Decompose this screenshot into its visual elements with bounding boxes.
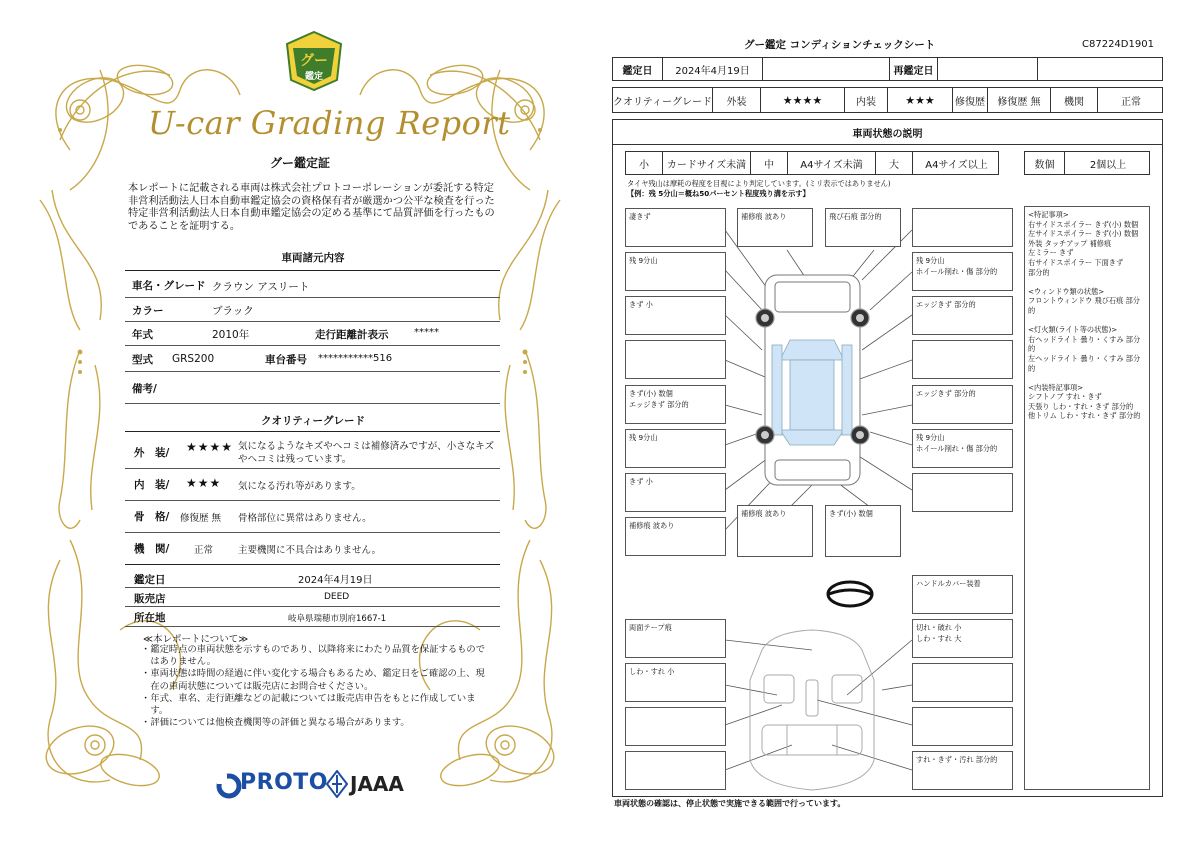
note-bottom-1: 補修痕 波あり <box>737 505 813 557</box>
notice-item <box>141 693 487 717</box>
divider <box>125 321 500 322</box>
note-handle: ハンドルカバー装着 <box>912 575 1013 614</box>
year-label: 年式 <box>132 329 153 341</box>
note-right-4 <box>912 340 1013 379</box>
model-value: GRS200 <box>172 353 215 365</box>
notice-item <box>141 644 487 668</box>
note-left-8: 補修痕 波あり <box>625 517 726 556</box>
sheet-repair-label: 修復歴 <box>953 88 988 112</box>
size-large-desc: A4サイズ以上 <box>925 159 988 171</box>
windshield-shape <box>780 340 844 360</box>
sheet-code: C87224D1901 <box>1082 39 1154 50</box>
dealer-label: 販売店 <box>134 593 166 605</box>
special-spacer <box>1028 277 1146 287</box>
interior-label: 内 装/ <box>134 479 170 491</box>
year-value: 2010年 <box>212 329 250 341</box>
note-left-5-line-2: エッジきず 部分的 <box>629 400 689 409</box>
rear-window-shape <box>780 430 844 445</box>
specs-heading: 車両諸元内容 <box>281 252 345 264</box>
divider <box>125 297 500 298</box>
frame-label: 骨 格/ <box>134 511 170 523</box>
state-heading: 車両状態の説明 <box>613 120 1162 145</box>
size-small-label: 小 <box>626 152 663 174</box>
special-line: シフトノブ すれ・きず <box>1028 392 1102 402</box>
notice-list <box>141 644 487 729</box>
chassis-label: 車台番号 <box>265 354 307 366</box>
note-right-7 <box>912 473 1013 512</box>
special-line: <内装特記事項> <box>1028 382 1084 392</box>
special-line: 左ミラー きず <box>1028 248 1074 258</box>
divider <box>125 587 500 588</box>
sheet-quality-label: クオリティーグレード <box>613 88 713 112</box>
special-spacer <box>1028 316 1146 326</box>
note-interior-right-4: すれ・きず・汚れ 部分的 <box>912 751 1013 790</box>
note-top-1: 補修痕 波あり <box>737 208 813 247</box>
special-line: フロントウィンドウ 飛び石痕 部分的 <box>1028 296 1140 315</box>
frame-text: 骨格部位に異常はありません。 <box>238 513 372 524</box>
date-label: 鑑定日 <box>134 574 166 586</box>
notice-text: 年式、車名、走行距離などの記載については販売店申告をもとに作成しています。 <box>150 692 476 717</box>
interior-stars: ★★★ <box>186 476 222 490</box>
special-line: 部分的 <box>1028 267 1050 277</box>
tire-note-1: タイヤ残山は摩耗の程度を目視により判定しています。(ミリ表示ではありません) <box>627 179 891 188</box>
size-legend <box>625 151 999 175</box>
note-interior-left-3 <box>625 707 726 746</box>
divider <box>125 532 500 533</box>
divider <box>125 403 500 404</box>
chassis-value: ***********516 <box>318 353 393 364</box>
roof-glass-shape <box>790 360 834 430</box>
right-side-glass <box>842 345 852 435</box>
left-side-glass <box>772 345 782 435</box>
count-value: 2個以上 <box>1089 159 1127 171</box>
notice-text: 評価については他検査機関等の評価と異なる場合があります。 <box>150 717 410 729</box>
note-right-6 <box>912 429 1013 468</box>
count-label: 数個 <box>1025 152 1065 174</box>
special-spacer <box>1028 373 1146 383</box>
note-left-5 <box>625 385 726 424</box>
note-right-2 <box>912 252 1013 291</box>
sheet-repair-value: 修復歴 無 <box>988 88 1051 112</box>
sheet-engine-value: 正常 <box>1121 96 1141 108</box>
bullet: ・ <box>141 692 151 704</box>
size-medium-label: 中 <box>751 152 788 174</box>
note-interior-right-1 <box>912 619 1013 658</box>
exterior-text: 気になるようなキズやヘコミは補修済みですが、小さなキズやヘコミは残っています。 <box>238 441 495 465</box>
sheet-exterior-stars: ★★★★ <box>761 88 845 112</box>
sheet-footer: 車両状態の確認は、停止状態で実施できる範囲で行っています。 <box>614 799 846 808</box>
proto-logo-icon <box>215 772 243 800</box>
note-bottom-2: きず(小) 数個 <box>825 505 901 557</box>
frame-value: 修復歴 無 <box>180 513 222 524</box>
date-row <box>612 57 1163 81</box>
sheet-interior-label: 内装 <box>845 88 888 112</box>
engine-text: 主要機関に不具合はありません。 <box>238 545 382 556</box>
note-left-5-line-1: きず(小) 数個 <box>629 389 673 398</box>
location-value: 岐阜県瑞穂市別府1667-1 <box>288 614 387 624</box>
special-line: <灯火類(ライト等の状態)> <box>1028 325 1118 335</box>
jaaa-logo-icon <box>326 770 348 798</box>
sheet-interior-stars: ★★★ <box>888 88 953 112</box>
dealer-value: DEED <box>324 592 350 602</box>
note-left-6: 残 9分山 <box>625 429 726 468</box>
logo-goo-text: グー <box>300 53 328 69</box>
special-line: <ウィンドウ類の状態> <box>1028 286 1105 296</box>
exterior-stars: ★★★★ <box>186 440 234 454</box>
note-right-2-line-1: 残 9分山 <box>916 256 945 265</box>
divider <box>125 626 500 627</box>
certificate-heading: グー鑑定証 <box>269 156 330 170</box>
sheet-exterior-label: 外装 <box>713 88 761 112</box>
note-interior-right-3 <box>912 707 1013 746</box>
logo-kantei-text: 鑑定 <box>304 72 324 82</box>
note-right-1 <box>912 208 1013 247</box>
exterior-label: 外 装/ <box>134 447 170 459</box>
size-large-label: 大 <box>876 152 913 174</box>
note-interior-left-4 <box>625 751 726 790</box>
note-left-7: きず 小 <box>625 473 726 512</box>
special-line: 右サイドスポイラー 下面きず <box>1028 257 1124 267</box>
jaaa-logo-text: JAAA <box>350 772 404 796</box>
interior-text: 気になる汚れ等があります。 <box>238 481 361 492</box>
notice-heading: ≪本レポートについて≫ <box>143 634 249 645</box>
notice-item <box>141 717 487 729</box>
bullet: ・ <box>141 668 151 680</box>
note-left-1: 凄きず <box>625 208 726 247</box>
special-line: <特記事項> <box>1028 210 1069 219</box>
location-label: 所在地 <box>134 612 166 624</box>
note-right-3: エッジきず 部分的 <box>912 296 1013 335</box>
name-value: クラウン アスリート <box>212 281 310 293</box>
sheet-redate-value <box>938 58 1038 80</box>
sheet-date-value: 2024年4月19日 <box>663 58 763 80</box>
color-value: ブラック <box>212 305 254 317</box>
divider <box>125 270 500 271</box>
mileage-label: 走行距離計表示 <box>315 329 389 341</box>
certificate-intro: 本レポートに記載される車両は株式会社プロトコーポレーションが委託する特定非営利活動法人日本自動車鑑定協会の資格保有者が厳選かつ公平な検査を行った特定非営利活動法人日本自動車鑑定協会の定める基準にて品質評価を行ったものであることを証明する。 <box>128 183 495 232</box>
note-interior-left-2: しわ・すれ 小 <box>625 663 726 702</box>
note-interior-right-1-line-1: 切れ・破れ 小 <box>916 623 962 632</box>
sheet-date-label: 鑑定日 <box>613 58 663 80</box>
date-value: 2024年4月19日 <box>298 575 373 586</box>
name-label: 車名・グレード <box>132 280 206 292</box>
note-right-2-line-2: ホイール削れ・傷 部分的 <box>916 267 998 276</box>
divider <box>125 431 500 432</box>
divider <box>125 606 500 607</box>
special-line: 右ヘッドライト 曇り・くすみ 部分的 <box>1028 334 1141 354</box>
notice-item <box>141 668 487 692</box>
divider <box>125 500 500 501</box>
count-legend <box>1024 151 1150 175</box>
bullet: ・ <box>141 717 151 729</box>
special-line: 右サイドスポイラー きず(小) 数個 <box>1028 219 1139 229</box>
certificate-script-title: U-car Grading Report <box>148 104 511 142</box>
special-notes-panel <box>1024 206 1150 790</box>
note-left-3: きず 小 <box>625 296 726 335</box>
note-interior-right-2 <box>912 663 1013 702</box>
note-top-2: 飛び石痕 部分的 <box>825 208 901 247</box>
tire-note-2: 【例：残 5分山＝概ね50パーセント程度残り溝を示す】 <box>627 189 810 198</box>
divider <box>125 371 500 372</box>
engine-value: 正常 <box>194 545 214 556</box>
notice-text: 鑑定時点の車両状態を示すものであり、以降将来にわたり品質を保証するものではありません。 <box>150 644 486 668</box>
note-right-6-line-2: ホイール削れ・傷 部分的 <box>916 444 998 453</box>
sheet-engine-label: 機関 <box>1051 88 1098 112</box>
proto-logo-text: PROTO <box>240 770 328 795</box>
sheet-title: グー鑑定 コンディションチェックシート <box>744 39 936 51</box>
note-right-6-line-1: 残 9分山 <box>916 433 945 442</box>
divider <box>125 468 500 469</box>
quality-row <box>612 87 1163 113</box>
sheet-redate-label: 再鑑定日 <box>890 58 938 80</box>
size-small-desc: カードサイズ未満 <box>663 152 751 174</box>
divider <box>125 345 500 346</box>
special-line: 天張り しわ・すれ・きず 部分的 <box>1028 401 1134 411</box>
special-line: 外装 タッチアップ 補修痕 <box>1028 238 1112 248</box>
remarks-label: 備考/ <box>132 383 157 395</box>
special-line: 左サイドスポイラー きず(小) 数個 <box>1028 229 1139 239</box>
quality-heading: クオリティーグレード <box>261 415 365 427</box>
note-left-4 <box>625 340 726 379</box>
note-right-5: エッジきず 部分的 <box>912 385 1013 424</box>
special-line: 他トリム しわ・すれ・きず 部分的 <box>1028 411 1141 421</box>
bullet: ・ <box>141 644 151 655</box>
sheet-date-blank <box>763 58 890 80</box>
divider <box>125 564 500 565</box>
model-label: 型式 <box>132 354 153 366</box>
note-left-2: 残 9分山 <box>625 252 726 291</box>
special-line: 左ヘッドライト 曇り・くすみ 部分的 <box>1028 353 1141 373</box>
mileage-value: ***** <box>414 327 439 338</box>
size-medium-desc: A4サイズ未満 <box>788 152 876 174</box>
note-interior-right-1-line-2: しわ・すれ 大 <box>916 634 962 643</box>
note-interior-left-1: 両面テープ痕 <box>625 619 726 658</box>
notice-text: 車両状態は時間の経過に伴い変化する場合もあるため、鑑定日をご確認の上、現在の車両状態については販売店にお問合せください。 <box>150 668 485 692</box>
color-label: カラー <box>132 305 164 317</box>
goo-appraisal-logo <box>283 30 345 92</box>
steering-wheel-icon <box>828 582 872 606</box>
engine-label: 機 関/ <box>134 543 170 555</box>
